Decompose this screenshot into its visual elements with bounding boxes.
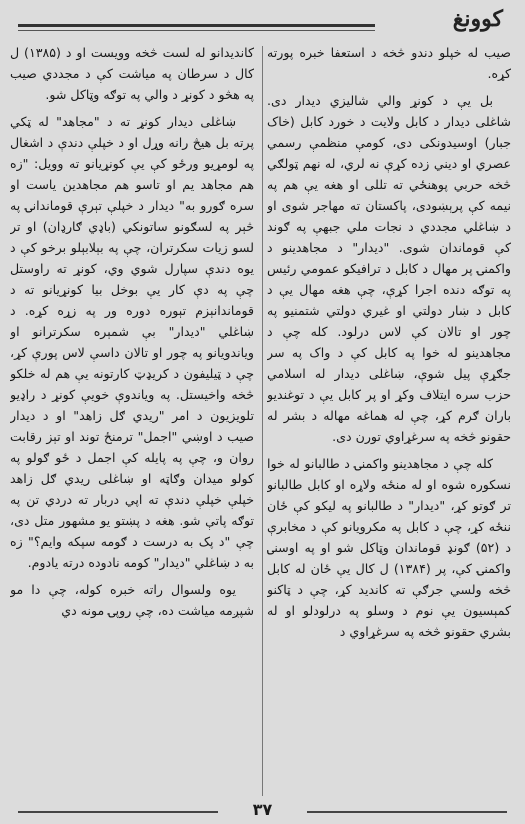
footer-rule bbox=[307, 811, 507, 813]
header-rule-thin bbox=[18, 30, 375, 31]
page-header bbox=[0, 0, 525, 46]
paragraph: صیب له خپلو دندو څخه د استعفا خبره پورته کړه. bbox=[267, 45, 511, 81]
paragraph: کله چې د مجاهدینو واکمنۍ د طالبانو له خوا نسکوره شوه او له منځه ولاړه او کابل طالبانو تر ګوتو کړ، "دیدار" د طالبانو په لیکو کې ځان ننځه کړ، چې د کابل په مکرویانو کې د مخابرې د (۵۲) ګونډ قوماندان وټاکل شو او په اوسنۍ واکمنۍ کې، پر (۱۳۸۴) ل کال یې ځان له کابل څخه ولسي جرګې ته کاندید کړ، چې د ټاکنو کمېسیون یې نوم د وسلو په درلودلو او له بشري حقونو څخه په سرغړاوي د bbox=[267, 456, 511, 639]
column-divider bbox=[262, 46, 263, 796]
page-footer bbox=[0, 798, 525, 824]
paragraph: کاندیدانو له لست څخه وویست او د (۱۳۸۵) ل کال د سرطان په میاشت کې د مجددي صیب په هڅو د کونړ د والي په توګه وټاکل شو. bbox=[10, 45, 254, 102]
right-column bbox=[267, 42, 511, 798]
header-rule bbox=[18, 24, 375, 27]
page-number: ۳۷ bbox=[252, 800, 273, 819]
magazine-title: کوونغ bbox=[452, 6, 503, 32]
paragraph: بل یې د کونړ والي شالیزي دیدار دی. شاغلی دیدار د کابل ولایت د خورد کابل (خاک جبار) اوسیدونکی دی، کومې منظمې رسمي عصري او دیني زده کړې نه لري، له نهم ټولګي څخه حربي پوهنځي ته تللی او هغه یې هم په نیمه کې پرېښودی، پاکستان ته مهاجر شوی او د ښاغلي مجددي د نجات ملي جبهې په ګوند کې قوماندان شوی. "دیدار" د مجاهدینو د واکمنۍ پر مهال د کابل د ترافیکو عمومي رئیس په توګه دنده اجرا کړې، چې هغه مهال یې د کابل د ښار دولتي او غیري دولتي شتمنیو په چور او تالان کې لاس درلود. کله چې د مجاهدینو له خوا په کابل کې د واک په سر جګړې پیل شوې، ښاغلی دیدار له اسلامي حزب سره ایتلاف وکړ او پر کابل یې د توغندیو باران ګرم کړ، چې له هماغه مهاله د بشر له حقونو څخه په سرغړاوي تورن دی. bbox=[267, 93, 511, 444]
paragraph: ښاغلی دیدار کونړ ته د "مجاهد" له ټکي پرته بل هیڅ رانه وړل او د خپلې دندې د اشغال په لومړیو ورځو کې یې کونړیانو ته وویل: "زه هم مجاهد یم او تاسو هم مجاهدین یاست او سره ګورو به" دیدار د خپلې تېرې قوماندانۍ په څېر په لسګونو ساتونکي (باډي ګارډان) او تر لسو زیات سکرتران، چې په بېلابېلو برخو کې د یوه دندې سپارل شوي وي، کونړ ته راوستل چې په دې کار یې بوخل بیا کونړیانو ته د قوماندانېزم تېوره دوره ور په زړه کړه. د ښاغلي "دیدار" بې شمېره سکرترانو او وياندویانو په چور او تالان داسې لاس پورې کړ، چې د ټیلیفون د کریډټ کارتونه یې هم له خلکو څخه واخیستل. په ویاندوې خویې کونړ د راډیو تلویزیون د امر "ریدي ګل زاهد" او د دیدار صیب د اوښي "اجمل" ترمنځ توند او تېز رقابت روان و، چې په پایله کې اجمل د ځو ګولو په کولو میدان وګاټه او ښاغلی ریدي ګل زاهد خپلې خپلې دندې ته اپي دربار ته دردي تن په توګه پاتې شو. هغه د پښتو یو مشهور متل دی، چې "د پک به درست د ګومه سپکه وایم؟" زه به د ښاغلي "دیدار" کومه نادوده درته یادوم. bbox=[10, 114, 254, 570]
paragraph: یوه ولسوال راته خبره کوله، چې دا مو شپږمه میاشت ده، چې روپۍ مونه دي bbox=[10, 582, 254, 618]
left-column bbox=[10, 42, 254, 798]
